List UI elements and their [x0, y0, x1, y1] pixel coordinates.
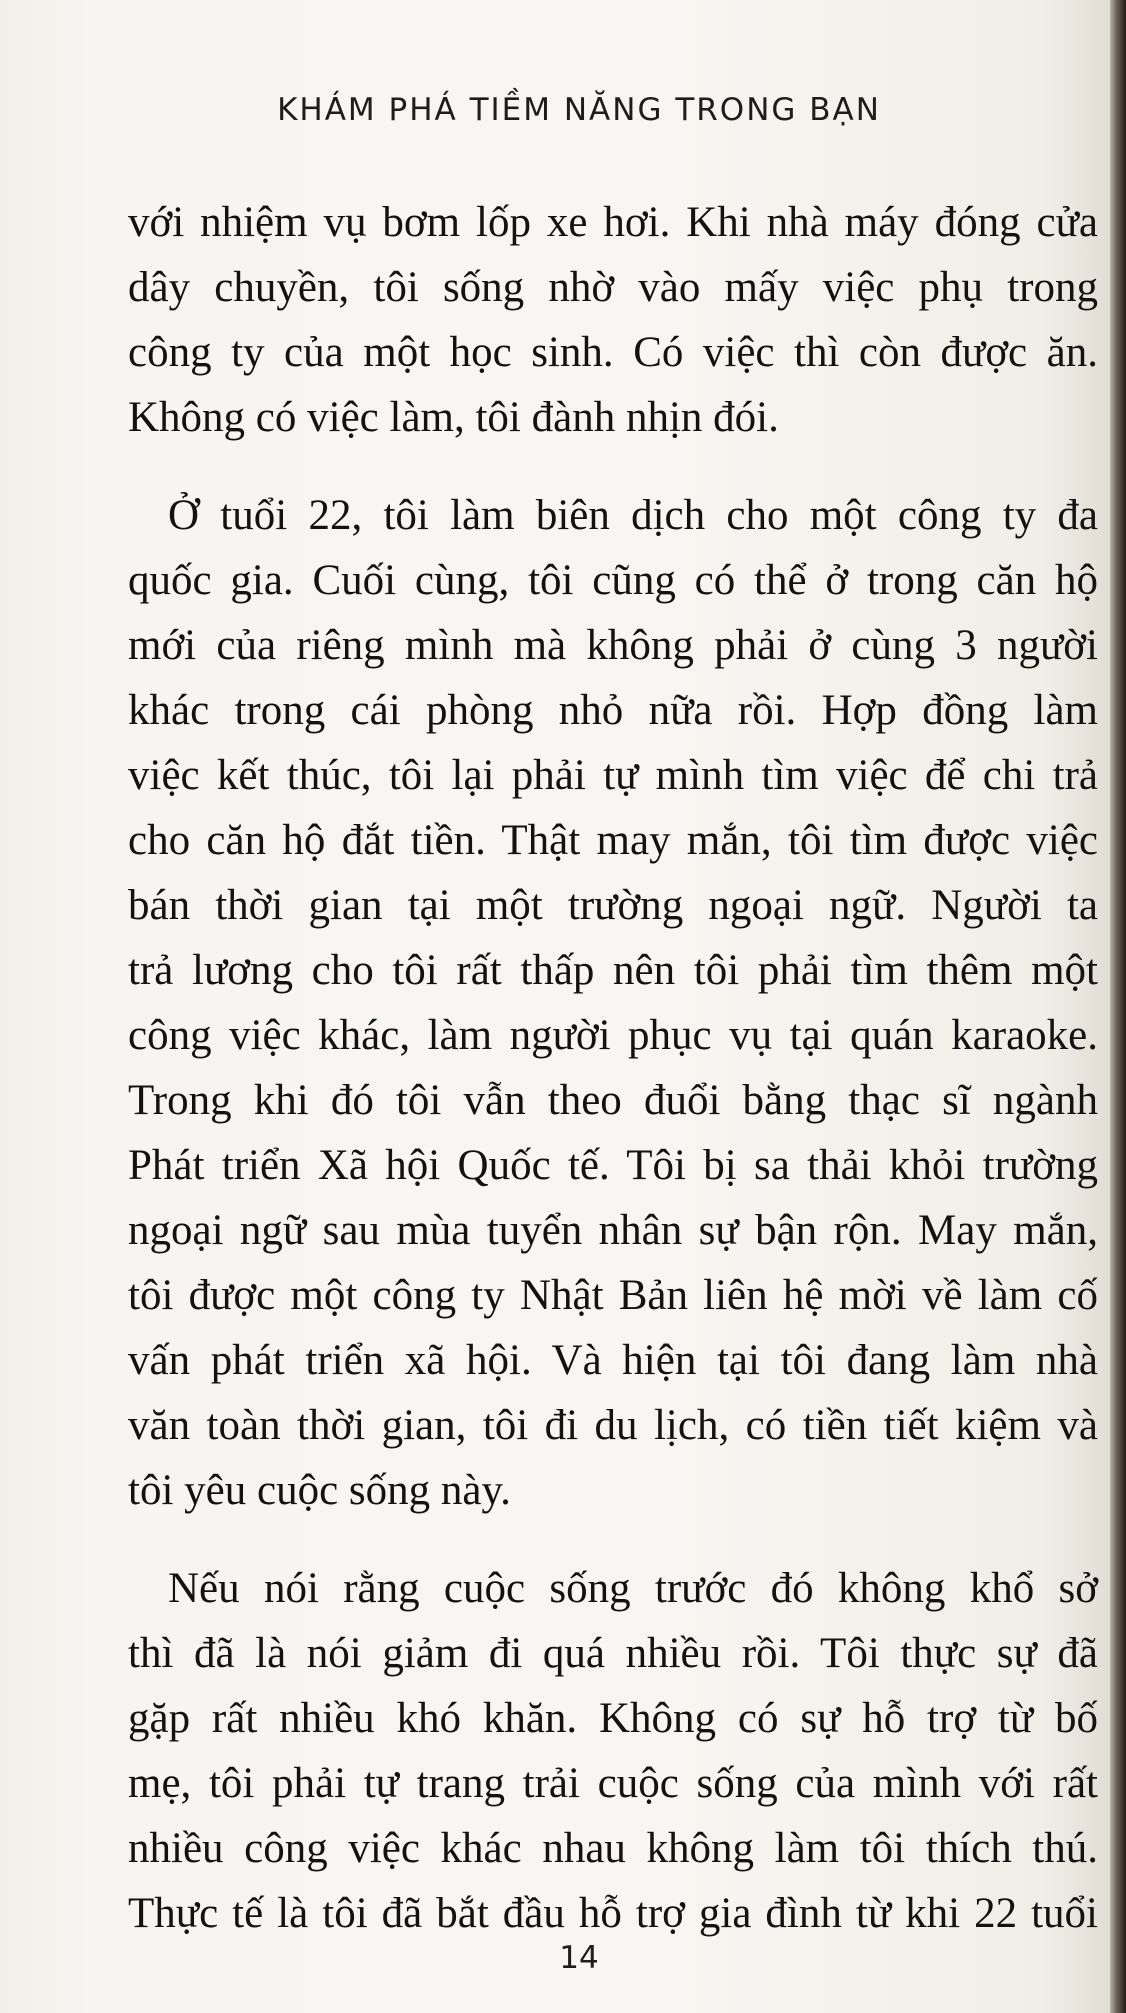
text-line: công việc khác, làm người phục vụ tại quán karaoke.	[128, 1012, 1098, 1059]
body-text	[128, 190, 1098, 1979]
text-line: Trong khi đó tôi vẫn theo đuổi bằng thạc sĩ ngành	[128, 1077, 1098, 1124]
paragraph-3	[128, 1556, 1098, 1946]
text-line: tôi yêu cuộc sống này.	[128, 1467, 511, 1514]
text-line: Không có việc làm, tôi đành nhịn đói.	[128, 394, 779, 441]
page-number: 14	[559, 1940, 599, 1976]
text-line: cho căn hộ đắt tiền. Thật may mắn, tôi tìm được việc	[128, 817, 1098, 864]
text-line: công ty của một học sinh. Có việc thì còn được ăn.	[128, 329, 1098, 376]
text-line: ngoại ngữ sau mùa tuyển nhân sự bận rộn. May mắn,	[128, 1207, 1098, 1254]
text-line: Phát triển Xã hội Quốc tế. Tôi bị sa thải khỏi trường	[128, 1142, 1098, 1189]
text-line: quốc gia. Cuối cùng, tôi cũng có thể ở trong căn hộ	[128, 557, 1098, 604]
paragraph-1	[128, 190, 1098, 450]
text-line: bán thời gian tại một trường ngoại ngữ. Người ta	[128, 882, 1098, 929]
text-line: thì đã là nói giảm đi quá nhiều rồi. Tôi thực sự đã	[128, 1630, 1098, 1677]
text-line: việc kết thúc, tôi lại phải tự mình tìm việc để chi trả	[128, 752, 1098, 799]
text-line: Thực tế là tôi đã bắt đầu hỗ trợ gia đình từ khi 22 tuổi	[128, 1890, 1098, 1937]
text-line: nhiều công việc khác nhau không làm tôi thích thú.	[128, 1825, 1098, 1872]
text-line: Nếu nói rằng cuộc sống trước đó không khổ sở	[168, 1565, 1098, 1612]
text-line: văn toàn thời gian, tôi đi du lịch, có tiền tiết kiệm và	[128, 1402, 1098, 1449]
page-edge-shadow	[1110, 0, 1126, 2013]
text-line: với nhiệm vụ bơm lốp xe hơi. Khi nhà máy đóng cửa	[128, 199, 1098, 246]
text-line: mẹ, tôi phải tự trang trải cuộc sống của mình với rất	[128, 1760, 1098, 1807]
text-line: trả lương cho tôi rất thấp nên tôi phải tìm thêm một	[128, 947, 1098, 994]
text-line: tôi được một công ty Nhật Bản liên hệ mời về làm cố	[128, 1272, 1098, 1319]
text-line: dây chuyền, tôi sống nhờ vào mấy việc phụ trong	[128, 264, 1098, 311]
paragraph-2	[128, 483, 1098, 1523]
text-line: Ở tuổi 22, tôi làm biên dịch cho một công ty đa	[168, 492, 1098, 539]
running-header: KHÁM PHÁ TIỀM NĂNG TRONG BẠN	[277, 92, 881, 128]
text-line: gặp rất nhiều khó khăn. Không có sự hỗ trợ từ bố	[128, 1695, 1098, 1742]
text-line: mới của riêng mình mà không phải ở cùng 3 người	[128, 622, 1098, 669]
text-line: vấn phát triển xã hội. Và hiện tại tôi đang làm nhà	[128, 1337, 1098, 1384]
text-line: khác trong cái phòng nhỏ nữa rồi. Hợp đồng làm	[128, 687, 1098, 734]
